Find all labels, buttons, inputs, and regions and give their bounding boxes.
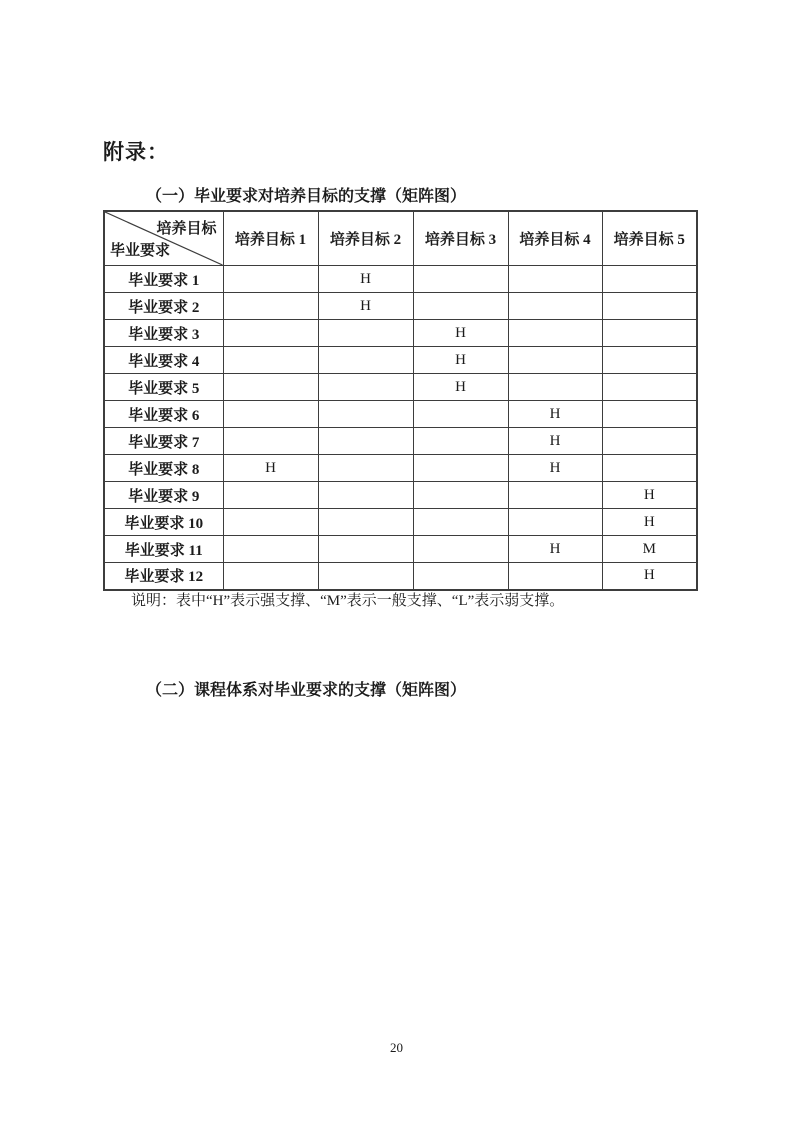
matrix-cell	[413, 482, 508, 509]
matrix-cell	[223, 320, 318, 347]
table-row	[104, 293, 697, 320]
matrix-cell	[602, 320, 697, 347]
matrix-cell	[318, 320, 413, 347]
table-row	[104, 401, 697, 428]
matrix-cell	[508, 266, 602, 293]
table-row	[104, 347, 697, 374]
matrix-cell	[508, 482, 602, 509]
matrix-cell	[508, 347, 602, 374]
row-label: 毕业要求 6	[104, 401, 223, 428]
matrix-cell: H	[602, 509, 697, 536]
matrix-cell	[223, 509, 318, 536]
matrix-cell	[413, 266, 508, 293]
table-row	[104, 320, 697, 347]
matrix-cell: H	[508, 428, 602, 455]
matrix-cell	[318, 536, 413, 563]
matrix-cell	[413, 455, 508, 482]
row-label: 毕业要求 9	[104, 482, 223, 509]
row-label: 毕业要求 12	[104, 563, 223, 590]
table-row	[104, 563, 697, 590]
section1-heading: （一）毕业要求对培养目标的支撑（矩阵图）	[146, 188, 467, 205]
matrix-cell: H	[602, 482, 697, 509]
table-row	[104, 536, 697, 563]
matrix-cell	[508, 320, 602, 347]
matrix-cell	[602, 401, 697, 428]
matrix-cell	[318, 455, 413, 482]
row-label: 毕业要求 2	[104, 293, 223, 320]
matrix-cell	[318, 374, 413, 401]
matrix-cell	[318, 347, 413, 374]
corner-header-cell	[104, 211, 223, 266]
matrix-cell	[508, 563, 602, 590]
matrix-cell: H	[318, 293, 413, 320]
matrix-cell	[318, 428, 413, 455]
corner-label-objectives: 培养目标	[156, 221, 217, 237]
appendix-title: 附录：	[103, 140, 169, 164]
matrix-cell	[602, 455, 697, 482]
matrix-cell	[508, 293, 602, 320]
row-label: 毕业要求 3	[104, 320, 223, 347]
matrix-cell	[602, 347, 697, 374]
page-number: 20	[390, 1040, 403, 1055]
matrix-cell: H	[223, 455, 318, 482]
matrix-cell: H	[318, 266, 413, 293]
matrix-cell	[223, 482, 318, 509]
matrix-cell	[223, 563, 318, 590]
matrix-cell	[318, 563, 413, 590]
matrix-cell	[413, 293, 508, 320]
column-header: 培养目标 5	[602, 211, 697, 266]
column-header: 培养目标 2	[318, 211, 413, 266]
matrix-cell: H	[508, 401, 602, 428]
row-label: 毕业要求 7	[104, 428, 223, 455]
support-matrix-table	[103, 210, 698, 591]
matrix-cell	[413, 428, 508, 455]
matrix-cell	[602, 428, 697, 455]
matrix-cell	[318, 401, 413, 428]
matrix-cell: H	[413, 320, 508, 347]
row-label: 毕业要求 5	[104, 374, 223, 401]
matrix-cell	[413, 536, 508, 563]
matrix-cell	[318, 482, 413, 509]
column-header: 培养目标 3	[413, 211, 508, 266]
matrix-cell	[223, 374, 318, 401]
section2-heading: （二）课程体系对毕业要求的支撑（矩阵图）	[146, 682, 467, 699]
matrix-cell: H	[508, 455, 602, 482]
header-row	[104, 211, 697, 266]
matrix-cell	[602, 293, 697, 320]
matrix-cell	[223, 347, 318, 374]
column-header: 培养目标 4	[508, 211, 602, 266]
matrix-cell	[318, 509, 413, 536]
matrix-cell	[508, 374, 602, 401]
table-row	[104, 374, 697, 401]
matrix-cell: H	[413, 347, 508, 374]
matrix-cell	[413, 563, 508, 590]
matrix-cell	[413, 401, 508, 428]
matrix-cell	[223, 536, 318, 563]
table-row	[104, 455, 697, 482]
table-row	[104, 428, 697, 455]
row-label: 毕业要求 11	[104, 536, 223, 563]
matrix-cell: H	[413, 374, 508, 401]
matrix-cell	[508, 509, 602, 536]
table-note: 说明：表中“H”表示强支撑、“M”表示一般支撑、“L”表示弱支撑。	[131, 593, 565, 609]
row-label: 毕业要求 8	[104, 455, 223, 482]
matrix-cell	[602, 374, 697, 401]
corner-label-requirements: 毕业要求	[110, 243, 171, 259]
matrix-cell	[413, 509, 508, 536]
row-label: 毕业要求 1	[104, 266, 223, 293]
matrix-cell: H	[508, 536, 602, 563]
matrix-cell	[223, 266, 318, 293]
matrix-cell	[223, 293, 318, 320]
row-label: 毕业要求 10	[104, 509, 223, 536]
table-row	[104, 482, 697, 509]
matrix-cell	[223, 428, 318, 455]
matrix-cell: M	[602, 536, 697, 563]
matrix-cell	[602, 266, 697, 293]
matrix-cell: H	[602, 563, 697, 590]
column-header: 培养目标 1	[223, 211, 318, 266]
matrix-cell	[223, 401, 318, 428]
row-label: 毕业要求 4	[104, 347, 223, 374]
table-row	[104, 266, 697, 293]
table-row	[104, 509, 697, 536]
